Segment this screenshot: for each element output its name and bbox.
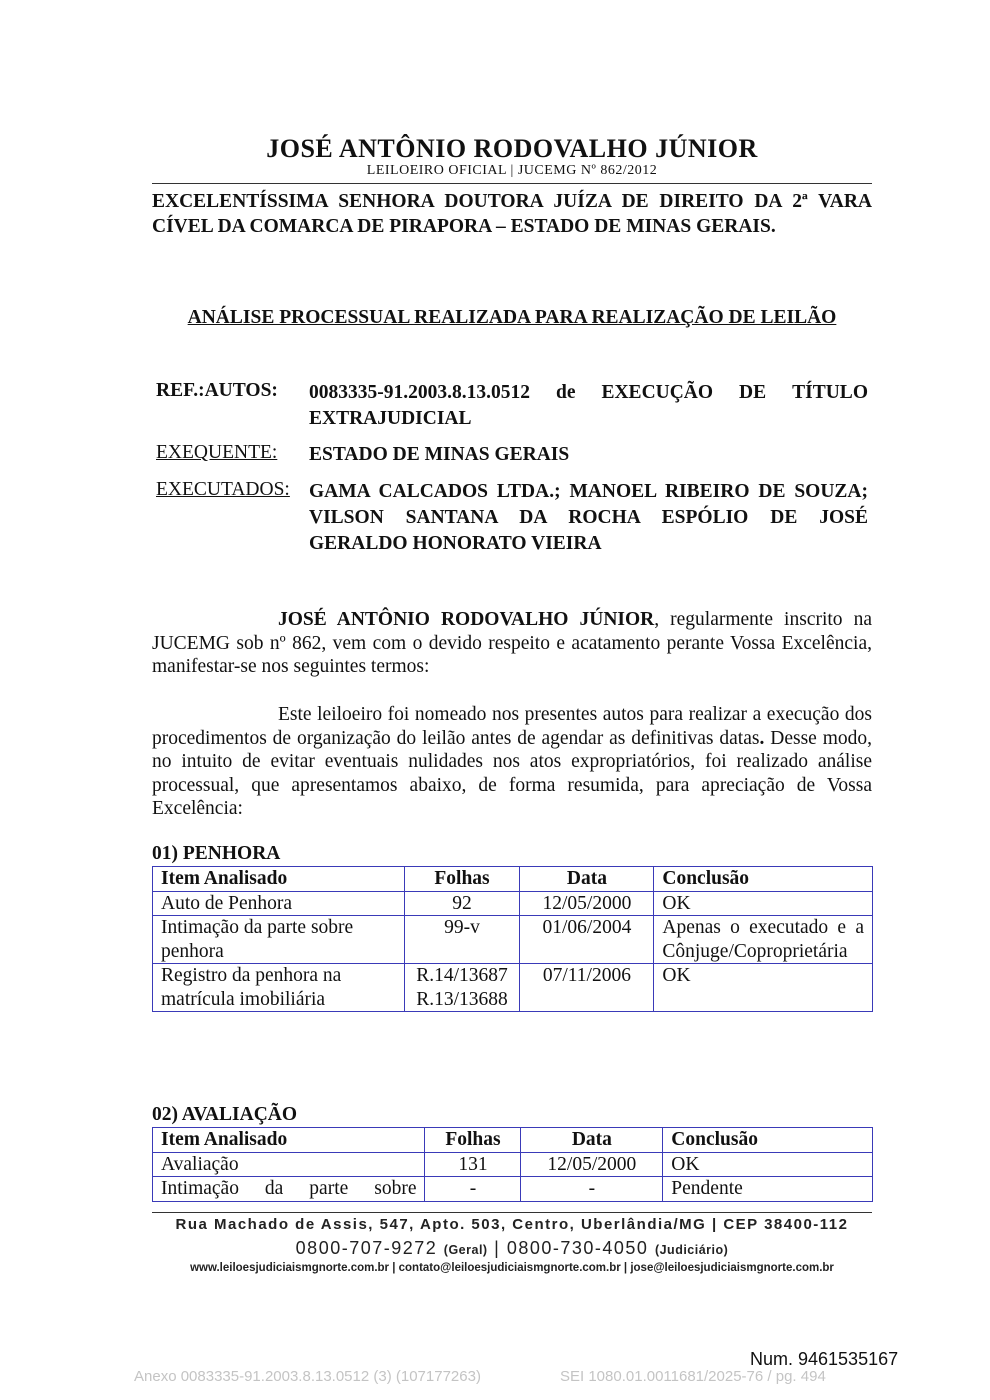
header-conclusao: Conclusão [654, 867, 873, 892]
annex-stamp: Anexo 0083335-91.2003.8.13.0512 (3) (107177263) [134, 1368, 481, 1385]
cell-data: 12/05/2000 [521, 1152, 663, 1177]
cell-data: 01/06/2004 [520, 916, 654, 964]
intro-paragraph [152, 608, 872, 679]
cell-data: 12/05/2000 [520, 891, 654, 916]
cell-data: 07/11/2006 [520, 964, 654, 1012]
header-folhas: Folhas [425, 1128, 521, 1153]
autos-word-de2: DE [739, 382, 767, 403]
penhora-table [152, 866, 873, 1012]
table-row [153, 1152, 873, 1177]
cell-folhas: 92 [404, 891, 520, 916]
table-row [153, 1177, 873, 1202]
autos-word-titulo: TÍTULO [792, 382, 868, 403]
header-folhas: Folhas [404, 867, 520, 892]
exequente-value: ESTADO DE MINAS GERAIS [309, 444, 570, 465]
footer-web-contacts: www.leiloesjudiciaismgnorte.com.br | contato@leiloesjudiciaismgnorte.com.br | jose@leiloesjudiciaismgnorte.com.br [190, 1262, 834, 1274]
body-text-1: Este leiloeiro foi nomeado nos presentes autos para realizar a execução dos procedimentos de organização do leilão antes de agendar as definitivas datas [152, 704, 872, 749]
executados-value: GAMA CALCADOS LTDA.; MANOEL RIBEIRO DE SOUZA; VILSON SANTANA DA ROCHA ESPÓLIO DE JOSÉ GERALDO HONORATO VIEIRA [309, 481, 868, 554]
intro-name: JOSÉ ANTÔNIO RODOVALHO JÚNIOR [278, 609, 655, 630]
footer-phone-judicial-label: (Judiciário) [654, 1243, 729, 1257]
body-dot: . [759, 727, 765, 749]
cell-conclusao: OK [654, 964, 873, 1012]
autos-number: 0083335-91.2003.8.13.0512 [309, 382, 530, 403]
footer-divider [152, 1212, 872, 1213]
cell-conclusao: OK [654, 891, 873, 916]
footer-phone-judicial: 0800-730-4050 [506, 1238, 649, 1258]
table-row [153, 964, 873, 1012]
executados-label: EXECUTADOS: [156, 479, 290, 500]
sei-stamp: SEI 1080.01.0011681/2025-76 / pg. 494 [560, 1368, 826, 1385]
autos-value-line2: EXTRAJUDICIAL [309, 408, 472, 429]
cell-item: Avaliação [153, 1152, 425, 1177]
autos-word-de: de [555, 382, 576, 403]
header-item: Item Analisado [153, 867, 405, 892]
letterhead-divider [152, 183, 872, 184]
cell-folhas: - [425, 1177, 521, 1202]
document-number: Num. 9461535167 [750, 1349, 899, 1369]
cell-item: Intimação da parte sobre [153, 1177, 425, 1202]
table-row [153, 916, 873, 964]
table-header-row [153, 867, 873, 892]
letterhead-subtitle: LEILOEIRO OFICIAL | JUCEMG Nº 862/2012 [366, 163, 658, 178]
cell-folhas: 99-v [404, 916, 520, 964]
table-row [153, 891, 873, 916]
cell-folhas: R.14/13687 R.13/13688 [404, 964, 520, 1012]
cell-item: Registro da penhora na matrícula imobiliária [153, 964, 405, 1012]
header-data: Data [521, 1128, 663, 1153]
table-header-row [153, 1128, 873, 1153]
footer-phones [0, 1238, 990, 1259]
autos-value-line1 [309, 380, 868, 406]
header-conclusao: Conclusão [663, 1128, 873, 1153]
body-paragraph [152, 703, 872, 821]
autos-word-execucao: EXECUÇÃO [601, 382, 714, 403]
cell-item: Auto de Penhora [153, 891, 405, 916]
body-text-2: Desse modo, no intuito de evitar eventuais nulidades nos atos expropriatórios, foi realizado análise processual, que apresentamos abaixo, de forma resumida, para apreciação de Vossa Excelência: [152, 727, 872, 819]
footer-phone-general-label: (Geral) [443, 1243, 488, 1257]
section-title-penhora: 01) PENHORA [152, 843, 281, 864]
footer-address: Rua Machado de Assis, 547, Apto. 503, Centro, Uberlândia/MG | CEP 38400-112 [175, 1216, 849, 1233]
document-title: ANÁLISE PROCESSUAL REALIZADA PARA REALIZAÇÃO DE LEILÃO [187, 307, 837, 328]
section-title-avaliacao: 02) AVALIAÇÃO [152, 1104, 298, 1125]
autos-label: REF.:AUTOS: [156, 380, 278, 401]
cell-item: Intimação da parte sobre penhora [153, 916, 405, 964]
header-data: Data [520, 867, 654, 892]
intro-text: , regularmente inscrito na JUCEMG sob nº 862, vem com o devido respeito e acatamento perante Vossa Excelência, manifestar-se nos seguintes termos: [152, 609, 872, 677]
cell-conclusao: Apenas o executado e a Cônjuge/Coproprietária [654, 916, 873, 964]
addressee: EXCELENTÍSSIMA SENHORA DOUTORA JUÍZA DE DIREITO DA 2ª VARA CÍVEL DA COMARCA DE PIRAPORA – ESTADO DE MINAS GERAIS. [152, 191, 872, 237]
footer-phone-general: 0800-707-9272 [295, 1238, 438, 1258]
header-item: Item Analisado [153, 1128, 425, 1153]
letterhead-name: JOSÉ ANTÔNIO RODOVALHO JÚNIOR [266, 134, 758, 163]
cell-conclusao: OK [663, 1152, 873, 1177]
cell-data: - [521, 1177, 663, 1202]
footer-phone-separator: | [494, 1238, 501, 1258]
cell-conclusao: Pendente [663, 1177, 873, 1202]
avaliacao-table [152, 1127, 873, 1202]
cell-folhas: 131 [425, 1152, 521, 1177]
exequente-label: EXEQUENTE: [156, 442, 278, 463]
